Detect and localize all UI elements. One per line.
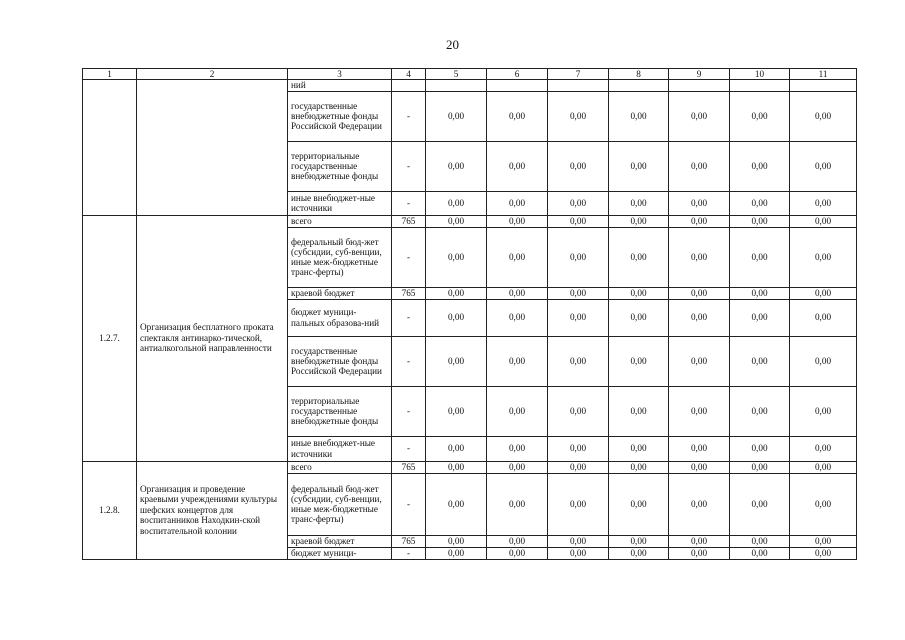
amount-cell: 0,00 (790, 386, 857, 436)
column-header: 11 (790, 69, 857, 80)
amount-cell: 0,00 (609, 461, 669, 473)
amount-cell: 0,00 (487, 141, 548, 191)
amount-cell: 0,00 (548, 535, 609, 547)
grbs-code-cell: - (392, 436, 426, 461)
page-number: 20 (446, 37, 459, 52)
budget-table (82, 68, 857, 560)
amount-cell: 0,00 (609, 141, 669, 191)
funding-source-cell: федеральный бюд-жет (субсидии, суб-венции, иные меж-бюджетные транс-ферты) (288, 473, 392, 535)
amount-cell: 0,00 (730, 141, 790, 191)
grbs-code-cell: - (392, 299, 426, 336)
grbs-code-cell: - (392, 227, 426, 287)
funding-source-cell: краевой бюджет (288, 287, 392, 299)
amount-cell: 0,00 (790, 191, 857, 215)
amount-cell: 0,00 (669, 215, 730, 227)
amount-cell: 0,00 (790, 227, 857, 287)
amount-cell: 0,00 (548, 287, 609, 299)
amount-cell: 0,00 (669, 386, 730, 436)
grbs-code-cell: - (392, 191, 426, 215)
column-header: 6 (487, 69, 548, 80)
grbs-code-cell: - (392, 547, 426, 559)
amount-cell: 0,00 (609, 287, 669, 299)
amount-cell: 0,00 (669, 227, 730, 287)
grbs-code-cell: 765 (392, 535, 426, 547)
amount-cell: 0,00 (426, 386, 487, 436)
event-code-cell (83, 80, 137, 215)
amount-cell: 0,00 (609, 299, 669, 336)
amount-cell: 0,00 (790, 299, 857, 336)
amount-cell: 0,00 (548, 436, 609, 461)
amount-cell: 0,00 (730, 227, 790, 287)
amount-cell: 0,00 (730, 436, 790, 461)
grbs-code-cell: 765 (392, 461, 426, 473)
amount-cell: 0,00 (426, 91, 487, 141)
column-header: 3 (288, 69, 392, 80)
amount-cell: 0,00 (487, 436, 548, 461)
event-name-cell (137, 80, 288, 215)
amount-cell (730, 80, 790, 91)
table-body (83, 80, 857, 559)
amount-cell: 0,00 (426, 535, 487, 547)
amount-cell: 0,00 (426, 141, 487, 191)
amount-cell: 0,00 (487, 386, 548, 436)
amount-cell (548, 80, 609, 91)
amount-cell: 0,00 (669, 91, 730, 141)
amount-cell: 0,00 (730, 547, 790, 559)
amount-cell: 0,00 (548, 547, 609, 559)
amount-cell: 0,00 (487, 461, 548, 473)
amount-cell: 0,00 (426, 287, 487, 299)
column-header: 5 (426, 69, 487, 80)
funding-source-cell: государственные внебюджетные фонды Российской Федерации (288, 336, 392, 386)
amount-cell: 0,00 (487, 91, 548, 141)
column-header: 7 (548, 69, 609, 80)
amount-cell: 0,00 (790, 461, 857, 473)
amount-cell: 0,00 (548, 473, 609, 535)
grbs-code-cell: 765 (392, 215, 426, 227)
amount-cell: 0,00 (790, 473, 857, 535)
funding-source-cell: федеральный бюд-жет (субсидии, суб-венции, иные меж-бюджетные транс-ферты) (288, 227, 392, 287)
amount-cell: 0,00 (426, 227, 487, 287)
amount-cell: 0,00 (487, 227, 548, 287)
funding-source-cell: иные внебюджет-ные источники (288, 191, 392, 215)
amount-cell: 0,00 (487, 336, 548, 386)
amount-cell: 0,00 (548, 299, 609, 336)
amount-cell: 0,00 (426, 547, 487, 559)
amount-cell: 0,00 (609, 336, 669, 386)
amount-cell: 0,00 (487, 191, 548, 215)
amount-cell: 0,00 (730, 386, 790, 436)
amount-cell: 0,00 (730, 191, 790, 215)
amount-cell: 0,00 (487, 287, 548, 299)
funding-source-cell: всего (288, 461, 392, 473)
amount-cell: 0,00 (669, 473, 730, 535)
funding-source-cell: иные внебюджет-ные источники (288, 436, 392, 461)
table-row (83, 461, 857, 473)
amount-cell: 0,00 (790, 535, 857, 547)
funding-source-cell: краевой бюджет (288, 535, 392, 547)
grbs-code-cell: - (392, 473, 426, 535)
amount-cell: 0,00 (730, 336, 790, 386)
amount-cell: 0,00 (669, 436, 730, 461)
amount-cell: 0,00 (548, 191, 609, 215)
amount-cell: 0,00 (609, 535, 669, 547)
event-name-cell: Организация бесплатного проката спектакля антинарко-тической, антиалкогольной направленности (137, 215, 288, 461)
amount-cell: 0,00 (426, 461, 487, 473)
amount-cell: 0,00 (548, 91, 609, 141)
grbs-code-cell: - (392, 141, 426, 191)
amount-cell (426, 80, 487, 91)
amount-cell: 0,00 (730, 461, 790, 473)
amount-cell: 0,00 (669, 336, 730, 386)
amount-cell: 0,00 (609, 386, 669, 436)
amount-cell: 0,00 (426, 215, 487, 227)
column-header: 4 (392, 69, 426, 80)
grbs-code-cell (392, 80, 426, 91)
column-header: 10 (730, 69, 790, 80)
amount-cell (790, 80, 857, 91)
funding-source-cell: бюджет муници-пальных образова-ний (288, 299, 392, 336)
amount-cell: 0,00 (790, 141, 857, 191)
amount-cell: 0,00 (487, 473, 548, 535)
amount-cell: 0,00 (790, 436, 857, 461)
table-row (83, 80, 857, 91)
amount-cell: 0,00 (790, 547, 857, 559)
amount-cell: 0,00 (609, 191, 669, 215)
amount-cell: 0,00 (730, 91, 790, 141)
funding-source-cell: всего (288, 215, 392, 227)
amount-cell: 0,00 (730, 299, 790, 336)
grbs-code-cell: 765 (392, 287, 426, 299)
funding-source-cell: территориальные государственные внебюджетные фонды (288, 141, 392, 191)
event-code-cell: 1.2.8. (83, 461, 137, 559)
amount-cell: 0,00 (730, 215, 790, 227)
amount-cell: 0,00 (609, 547, 669, 559)
grbs-code-cell: - (392, 386, 426, 436)
amount-cell: 0,00 (790, 336, 857, 386)
amount-cell: 0,00 (609, 227, 669, 287)
amount-cell: 0,00 (426, 299, 487, 336)
column-header: 9 (669, 69, 730, 80)
amount-cell: 0,00 (426, 191, 487, 215)
event-code-cell: 1.2.7. (83, 215, 137, 461)
column-header: 8 (609, 69, 669, 80)
grbs-code-cell: - (392, 91, 426, 141)
funding-source-cell: бюджет муници- (288, 547, 392, 559)
event-name-cell: Организация и проведение краевыми учреждениями культуры шефских концертов для воспитанников Находкин-ской воспитательной колонии (137, 461, 288, 559)
amount-cell: 0,00 (669, 287, 730, 299)
grbs-code-cell: - (392, 336, 426, 386)
amount-cell: 0,00 (730, 287, 790, 299)
amount-cell: 0,00 (609, 91, 669, 141)
amount-cell: 0,00 (730, 535, 790, 547)
amount-cell: 0,00 (426, 436, 487, 461)
column-number-row (83, 69, 857, 80)
amount-cell: 0,00 (548, 227, 609, 287)
amount-cell: 0,00 (669, 299, 730, 336)
funding-source-cell: ний (288, 80, 392, 91)
amount-cell: 0,00 (669, 461, 730, 473)
amount-cell: 0,00 (548, 336, 609, 386)
funding-source-cell: государственные внебюджетные фонды Российской Федерации (288, 91, 392, 141)
amount-cell: 0,00 (669, 141, 730, 191)
column-header: 2 (137, 69, 288, 80)
amount-cell: 0,00 (487, 535, 548, 547)
amount-cell: 0,00 (730, 473, 790, 535)
amount-cell: 0,00 (426, 473, 487, 535)
amount-cell: 0,00 (548, 215, 609, 227)
amount-cell: 0,00 (790, 91, 857, 141)
amount-cell: 0,00 (548, 386, 609, 436)
amount-cell (609, 80, 669, 91)
amount-cell (487, 80, 548, 91)
funding-source-cell: территориальные государственные внебюджетные фонды (288, 386, 392, 436)
amount-cell: 0,00 (790, 287, 857, 299)
column-header: 1 (83, 69, 137, 80)
amount-cell: 0,00 (487, 547, 548, 559)
amount-cell: 0,00 (487, 299, 548, 336)
amount-cell (669, 80, 730, 91)
amount-cell: 0,00 (669, 547, 730, 559)
table-row (83, 215, 857, 227)
amount-cell: 0,00 (669, 535, 730, 547)
amount-cell: 0,00 (609, 436, 669, 461)
amount-cell: 0,00 (609, 473, 669, 535)
amount-cell: 0,00 (609, 215, 669, 227)
amount-cell: 0,00 (548, 141, 609, 191)
amount-cell: 0,00 (426, 336, 487, 386)
amount-cell: 0,00 (669, 191, 730, 215)
amount-cell: 0,00 (548, 461, 609, 473)
amount-cell: 0,00 (790, 215, 857, 227)
amount-cell: 0,00 (487, 215, 548, 227)
